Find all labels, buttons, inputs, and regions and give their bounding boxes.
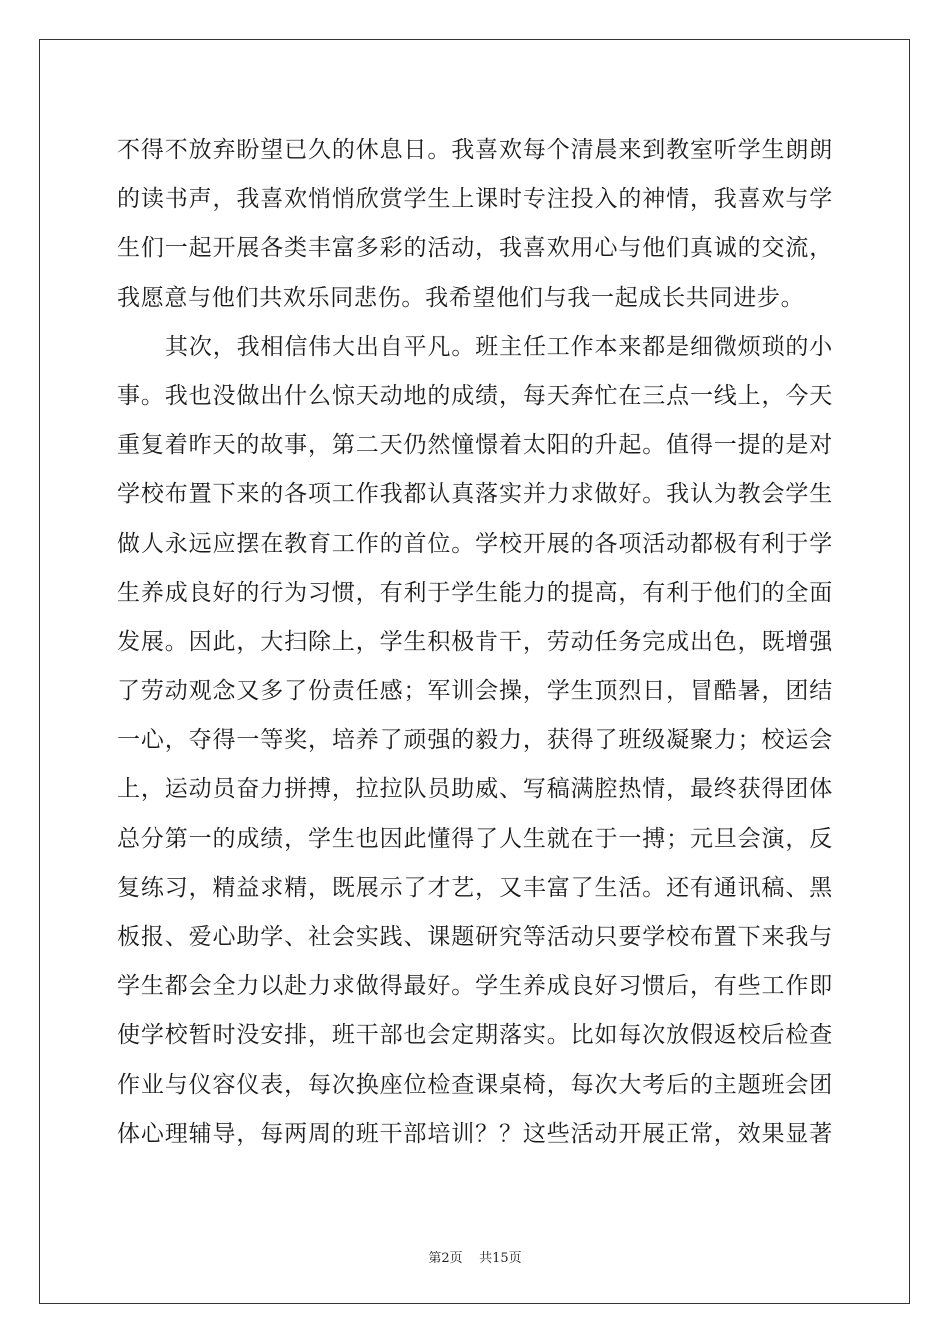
text-line: 学生都会全力以赴力求做得最好。学生养成良好习惯后，有些工作即	[117, 973, 833, 1000]
text-line: 总分第一的成绩，学生也因此懂得了人生就在于一搏；元旦会演，反	[117, 825, 833, 852]
page-number: 第2页	[428, 1251, 463, 1266]
paragraph	[117, 323, 833, 1159]
text-line: 一心，夺得一等奖，培养了顽强的毅力，获得了班级凝聚力；校运会	[117, 727, 833, 754]
text-line: 作业与仪容仪表，每次换座位检查课桌椅，每次大考后的主题班会团	[117, 1071, 833, 1098]
page-footer	[0, 1247, 950, 1266]
paragraph	[117, 126, 833, 323]
text-line: 生们一起开展各类丰富多彩的活动，我喜欢用心与他们真诚的交流，	[117, 235, 833, 262]
text-line: 学校布置下来的各项工作我都认真落实并力求做好。我认为教会学生	[117, 481, 833, 508]
text-line: 的读书声，我喜欢悄悄欣赏学生上课时专注投入的神情，我喜欢与学	[117, 186, 833, 213]
text-line: 板报、爱心助学、社会实践、课题研究等活动只要学校布置下来我与	[117, 924, 833, 950]
document-body	[117, 126, 833, 1159]
text-line: 其次，我相信伟大出自平凡。班主任工作本来都是细微烦琐的小	[165, 333, 833, 360]
page-total: 共15页	[479, 1251, 522, 1266]
text-line: 上，运动员奋力拼搏，拉拉队员助威、写稿满腔热情，最终获得团体	[117, 776, 833, 803]
text-line: 我愿意与他们共欢乐同悲伤。我希望他们与我一起成长共同进步。	[117, 284, 805, 311]
text-line: 发展。因此，大扫除上，学生积极肯干，劳动任务完成出色，既增强	[117, 628, 833, 655]
text-line: 生养成良好的行为习惯，有利于学生能力的提高，有利于他们的全面	[117, 579, 833, 606]
text-line: 使学校暂时没安排，班干部也会定期落实。比如每次放假返校后检查	[117, 1022, 833, 1049]
text-line: 了劳动观念又多了份责任感；军训会操，学生顶烈日，冒酷暑，团结	[117, 678, 833, 705]
text-line: 重复着昨天的故事，第二天仍然憧憬着太阳的升起。值得一提的是对	[117, 432, 833, 459]
text-line: 做人永远应摆在教育工作的首位。学校开展的各项活动都极有利于学	[117, 530, 833, 557]
text-line: 复练习，精益求精，既展示了才艺，又丰富了生活。还有通讯稿、黑	[117, 874, 833, 901]
text-line: 不得不放弃盼望已久的休息日。我喜欢每个清晨来到教室听学生朗朗	[117, 137, 833, 163]
text-line: 事。我也没做出什么惊天动地的成绩，每天奔忙在三点一线上，今天	[117, 382, 833, 409]
text-line: 体心理辅导，每两周的班干部培训？？这些活动开展正常，效果显著	[117, 1120, 833, 1147]
